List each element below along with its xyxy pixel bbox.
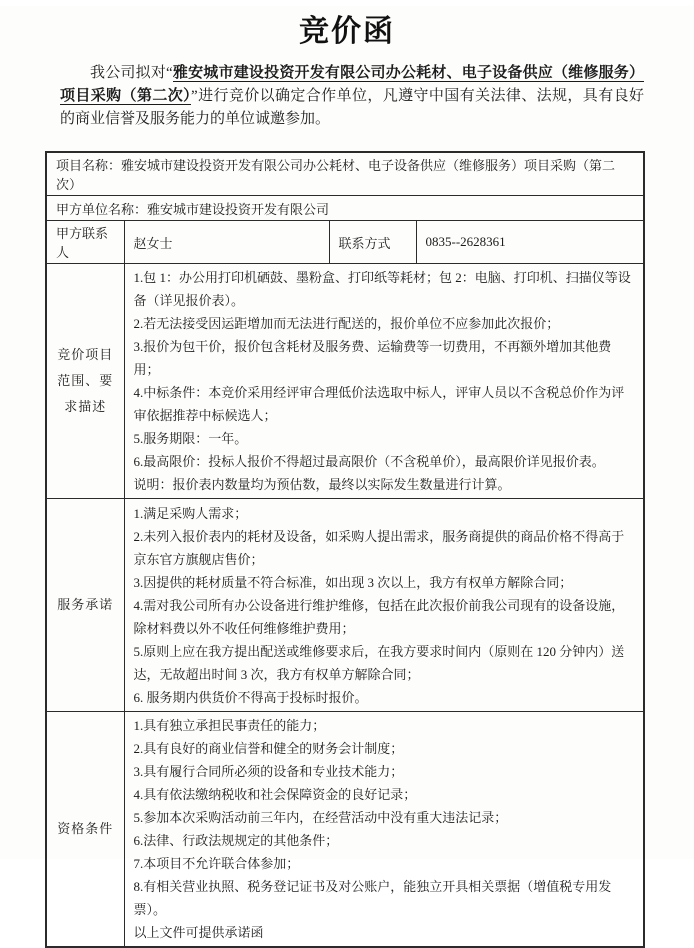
qualification-item: 1.具有独立承担民事责任的能力； — [133, 718, 326, 733]
service-content-cell — [124, 499, 644, 712]
scope-item: 4.中标条件：本竞价采用经评审合理低价法选取中标人，评审人员以不含税总价作为评审依据推荐中标候选人； — [133, 385, 625, 423]
document-page — [0, 6, 694, 940]
scope-row — [46, 264, 644, 499]
project-name-row — [46, 152, 644, 196]
service-item: 6. 服务期内供货价不得高于投标时报价。 — [133, 689, 368, 705]
scope-content-cell — [124, 264, 644, 499]
service-item: 5.原则上应在我方提出配送或维修要求后，在我方要求时间内（原则在 120 分钟内）送达，无故超出时间 3 次，我方有权单方解除合同； — [133, 643, 625, 682]
contact-label-cell: 甲方联系人 — [46, 221, 124, 264]
service-label-cell: 服务承诺 — [46, 499, 124, 712]
phone-value-cell: 0835--2628361 — [416, 221, 644, 264]
project-name-cell: 项目名称：雅安城市建设投资开发有限公司办公耗材、电子设备供应（维修服务）项目采购（第二次） — [46, 152, 644, 196]
scope-item: 2.若无法接受因运距增加而无法进行配送的，报价单位不应参加此次报价； — [133, 316, 560, 331]
contact-row — [46, 221, 644, 264]
qualification-item: 5.参加本次采购活动前三年内，在经营活动中没有重大违法记录； — [133, 810, 508, 825]
qualification-row — [46, 712, 644, 948]
project-name-underlined: 雅安城市建设投资开发有限公司办公耗材、电子设备供应（维修服务）项目采购（第二次） — [60, 65, 644, 104]
service-item: 1.满足采购人需求； — [133, 505, 248, 521]
party-name-cell: 甲方单位名称：雅安城市建设投资开发有限公司 — [46, 196, 644, 221]
scope-item: 3.报价为包干价，报价包含耗材及服务费、运输费等一切费用，不再额外增加其他费用； — [133, 339, 612, 377]
service-item-list — [134, 502, 635, 709]
scope-item: 说明：报价表内数量均为预估数，最终以实际发生数量进行计算。 — [133, 477, 511, 492]
intro-suffix: ”进行竞价以确定合作单位，凡遵守中国有关法律、法规，具有良好的商业信誉及服务能力的单位诚邀参加。 — [60, 88, 644, 127]
qualification-item: 2.具有良好的商业信誉和健全的财务会计制度； — [133, 741, 404, 756]
qualification-content-cell — [124, 712, 644, 948]
service-item: 2.未列入报价表内的耗材及设备，如采购人提出需求，服务商提供的商品价格不得高于京东官方旗舰店售价； — [133, 528, 625, 567]
page-title: 竞价函 — [299, 15, 395, 48]
scope-item: 6.最高限价：投标人报价不得超过最高限价（不含税单价），最高限价详见报价表。 — [133, 454, 605, 469]
scope-item-list — [134, 266, 635, 496]
scope-item: 5.服务期限：一年。 — [133, 431, 248, 446]
service-row — [46, 499, 644, 712]
qualification-item: 7.本项目不允许联合体参加； — [133, 856, 300, 871]
party-name-row — [46, 196, 644, 221]
intro-paragraph — [60, 62, 644, 131]
service-item: 4.需对我公司所有办公设备进行维护维修，包括在此次报价前我公司现有的设备设施，除材料费以外不收任何维修维护费用； — [133, 597, 625, 636]
bid-info-table — [45, 151, 645, 948]
scope-label-cell: 竞价项目范围、要求描述 — [46, 264, 124, 499]
contact-name-cell: 赵女士 — [124, 221, 329, 264]
intro-prefix: 我公司拟对“ — [90, 65, 173, 81]
qualification-item: 3.具有履行合同所必须的设备和专业技术能力； — [133, 764, 404, 779]
service-item: 3.因提供的耗材质量不符合标准，如出现 3 次以上，我方有权单方解除合同； — [133, 574, 573, 590]
scope-item: 1.包 1：办公用打印机硒鼓、墨粉盒、打印纸等耗材；包 2：电脑、打印机、扫描仪等设备（详见报价表）。 — [133, 270, 631, 308]
qualification-label-cell: 资格条件 — [46, 712, 124, 948]
qualification-item: 6.法律、行政法规规定的其他条件； — [133, 833, 339, 848]
qualification-item: 4.具有依法缴纳税收和社会保障资金的良好记录； — [133, 787, 417, 802]
phone-label-cell: 联系方式 — [329, 221, 416, 264]
qualification-item-list — [134, 714, 635, 944]
qualification-item: 8.有相关营业执照、税务登记证书及对公账户，能独立开具相关票据（增值税专用发票）。 — [133, 879, 612, 917]
qualification-item: 以上文件可提供承诺函 — [133, 925, 264, 940]
